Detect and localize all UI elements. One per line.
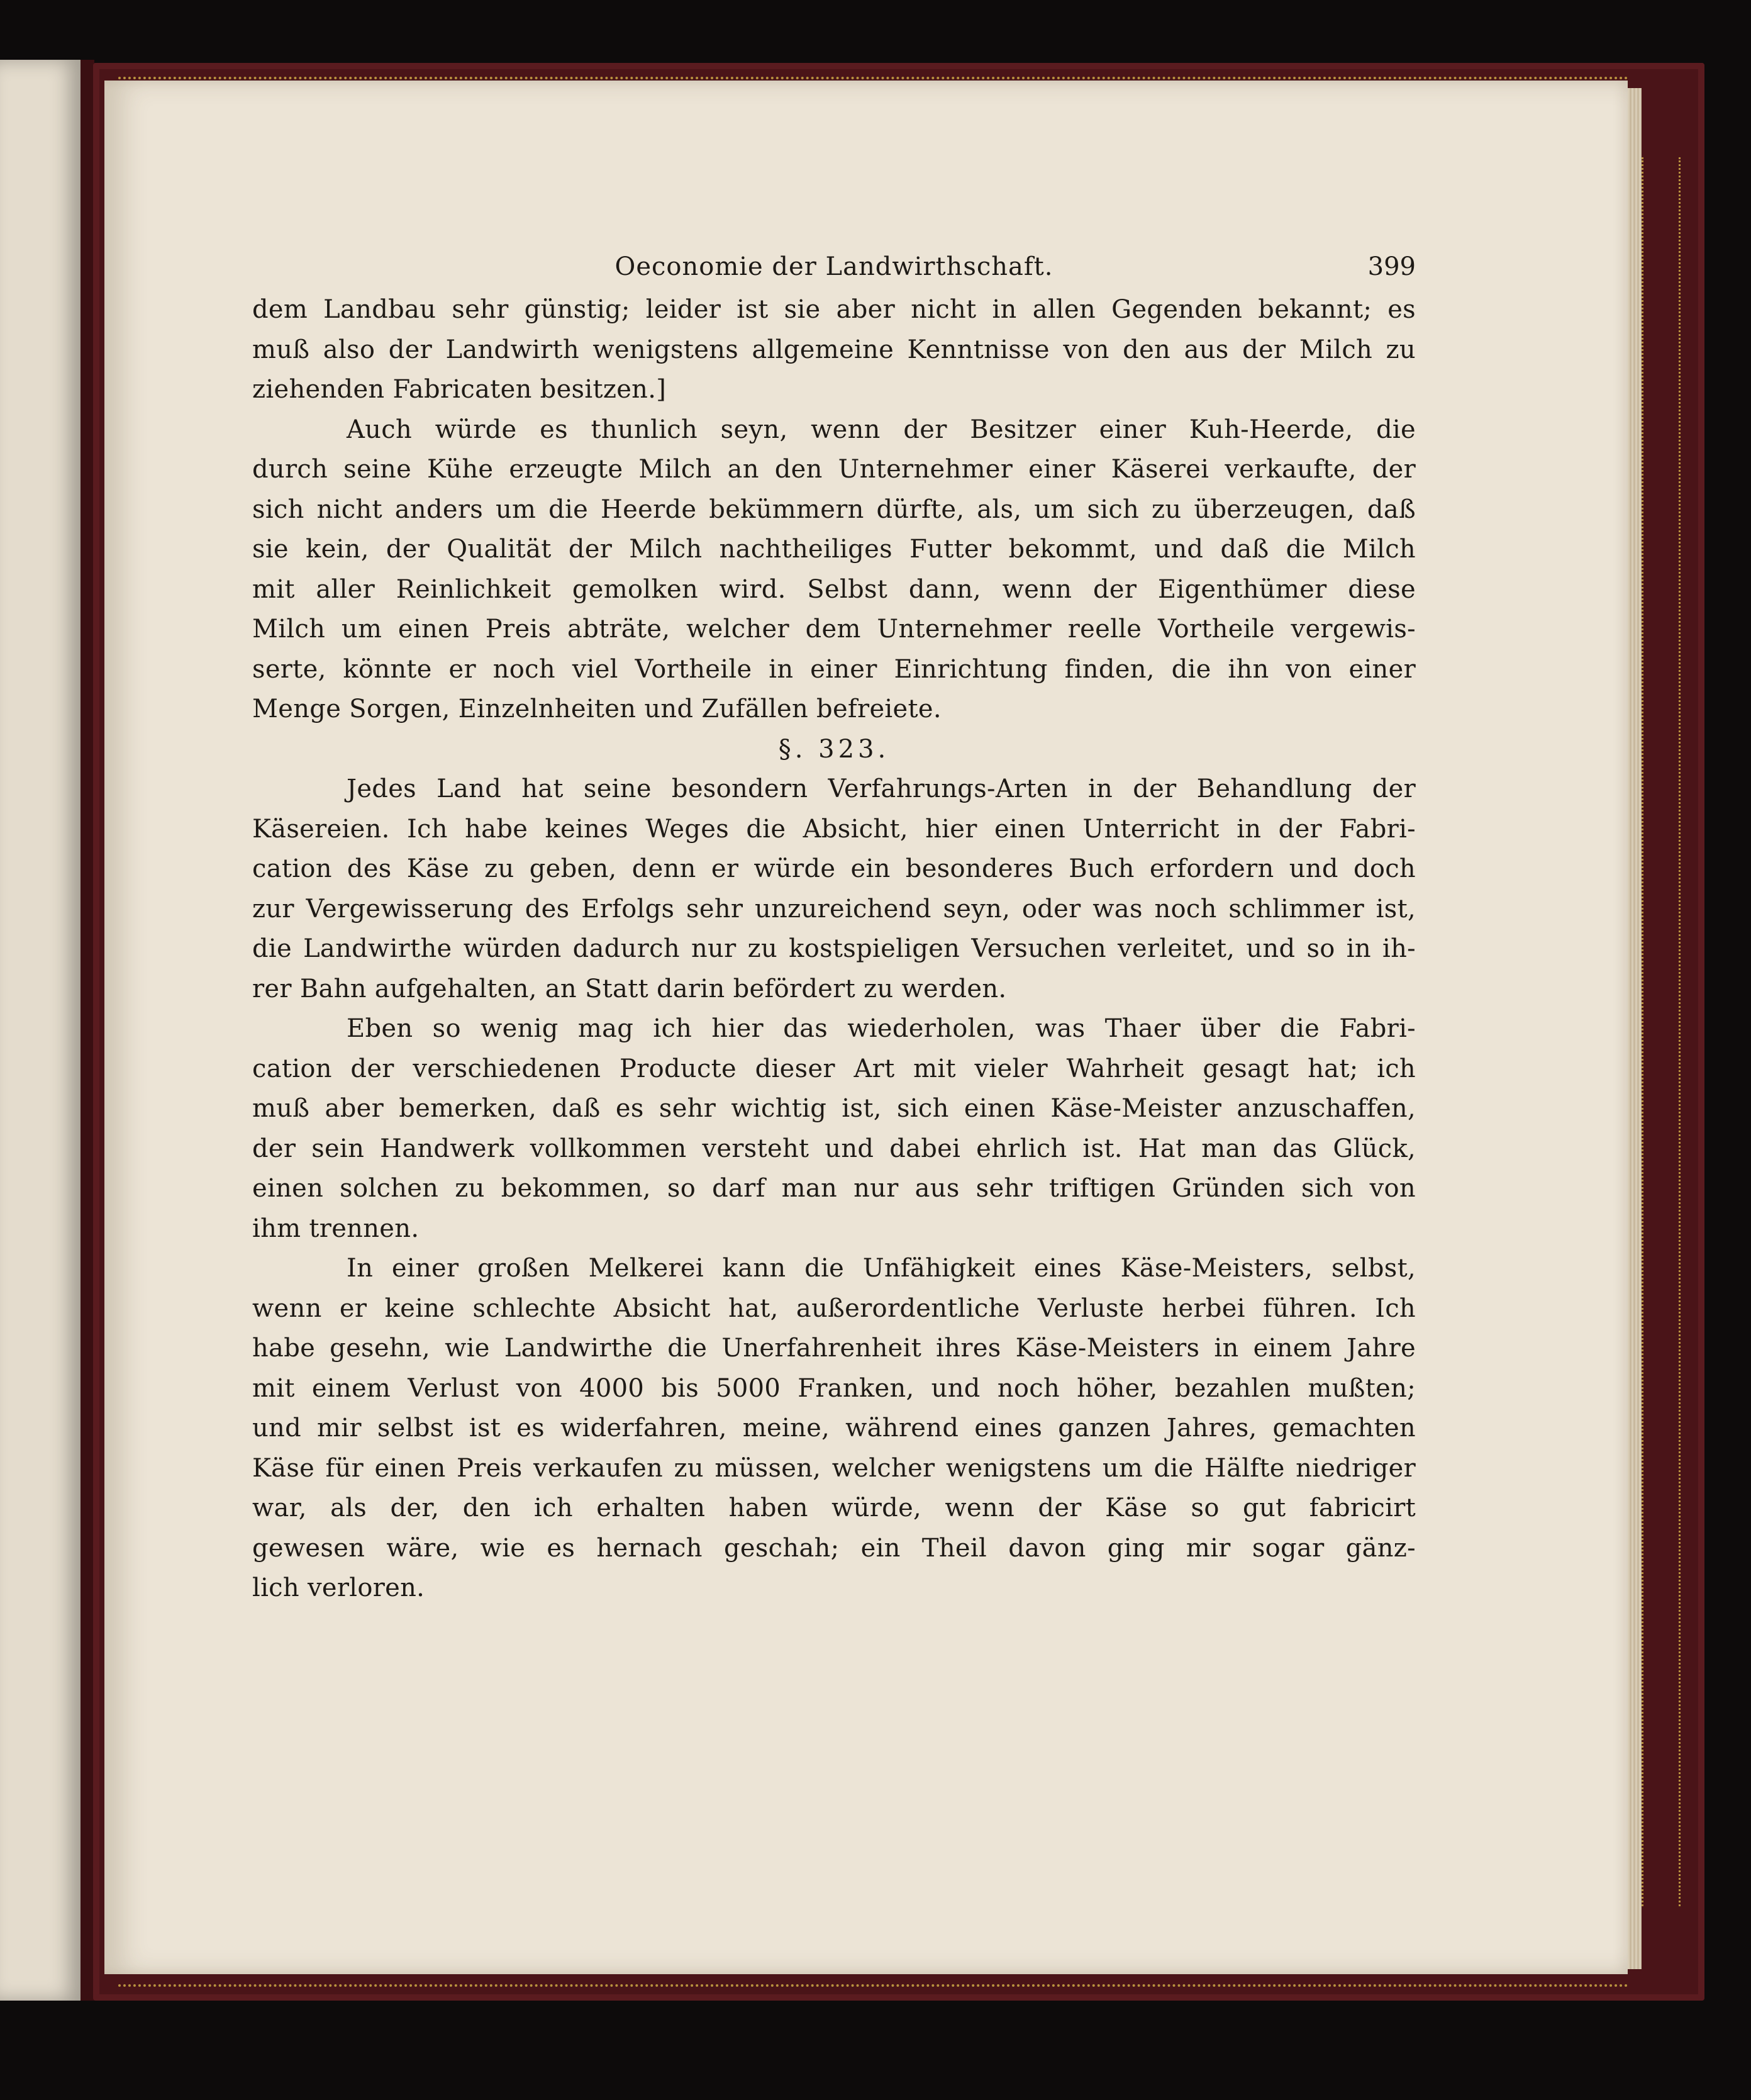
text-line: dem Landbau sehr günstig; leider ist sie aber nicht in allen Gegenden bekannt; es (252, 295, 1416, 324)
page-block-edge (1628, 88, 1642, 1969)
text-line: lich verloren. (252, 1573, 425, 1602)
text-line: die Landwirthe würden dadurch nur zu kostspieligen Versuchen verleitet, und so in ih- (252, 934, 1416, 963)
text-line: wenn er keine schlechte Absicht hat, außerordentliche Verluste herbei führen. Ich (252, 1293, 1416, 1323)
text-line: Jedes Land hat seine besondern Verfahrungs-Arten in der Behandlung der (347, 774, 1416, 803)
text-block (252, 246, 1416, 1609)
text-line: Käse für einen Preis verkaufen zu müssen, welcher wenigstens um die Hälfte niedriger (252, 1453, 1416, 1483)
text-line: einen solchen zu bekommen, so darf man nur aus sehr triftigen Gründen sich von (252, 1174, 1416, 1203)
text-line: Käsereien. Ich habe keines Weges die Absicht, hier einen Unterricht in der Fabri- (252, 814, 1416, 844)
gilt-ornament-bottom (118, 1975, 1629, 1987)
paragraph (252, 1249, 1416, 1609)
text-line: Menge Sorgen, Einzelnheiten und Zufällen befreiete. (252, 695, 942, 723)
paragraph (252, 410, 1416, 730)
paragraph (252, 290, 1416, 410)
text-line: Auch würde es thunlich seyn, wenn der Besitzer einer Kuh-Heerde, die (347, 415, 1416, 444)
text-line: serte, könnte er noch viel Vortheile in einer Einrichtung finden, die ihn von einer (252, 654, 1416, 684)
text-line: und mir selbst ist es widerfahren, meine, während eines ganzen Jahres, gemachten (252, 1414, 1416, 1443)
text-line: Eben so wenig mag ich hier das wiederholen, was Thaer über die Fabri- (347, 1014, 1416, 1043)
text-line: habe gesehn, wie Landwirthe die Unerfahrenheit ihres Käse-Meisters in einem Jahre (252, 1334, 1416, 1363)
text-line: mit aller Reinlichkeit gemolken wird. Selbst dann, wenn der Eigenthümer diese (252, 574, 1416, 604)
text-line: rer Bahn aufgehalten, an Statt darin befördert zu werden. (252, 974, 1007, 1003)
text-line: gewesen wäre, wie es hernach geschah; ein Theil davon ging mir sogar gänz- (252, 1533, 1416, 1563)
book-page (104, 81, 1628, 1974)
text-line: Milch um einen Preis abträte, welcher dem Unternehmer reelle Vortheile vergewis- (252, 615, 1416, 644)
text-line: zur Vergewisserung des Erfolgs sehr unzureichend seyn, oder was noch schlimmer ist, (252, 894, 1416, 924)
binding-strip (81, 60, 94, 2001)
paragraph (252, 1009, 1416, 1249)
text-line: cation des Käse zu geben, denn er würde ein besonderes Buch erfordern und doch (252, 854, 1416, 883)
body-text-before-section (252, 290, 1416, 730)
gilt-ornament-right (1642, 157, 1681, 1906)
text-line: ihm trennen. (252, 1214, 420, 1243)
page-number: 399 (1367, 252, 1416, 281)
text-line: muß also der Landwirth wenigstens allgemeine Kenntnisse von den aus der Milch zu (252, 335, 1416, 364)
text-line: muß aber bemerken, daß es sehr wichtig ist, sich einen Käse-Meister anzuschaffen, (252, 1094, 1416, 1123)
text-line: war, als der, den ich erhalten haben würde, wenn der Käse so gut fabricirt (252, 1494, 1416, 1522)
text-line: der sein Handwerk vollkommen versteht und dabei ehrlich ist. Hat man das Glück, (252, 1134, 1416, 1163)
text-line: sich nicht anders um die Heerde bekümmern dürfte, als, um sich zu überzeugen, daß (252, 494, 1416, 524)
text-line: mit einem Verlust von 4000 bis 5000 Franken, und noch höher, bezahlen mußten; (252, 1373, 1416, 1403)
text-line: durch seine Kühe erzeugte Milch an den Unternehmer einer Käserei verkaufte, der (252, 455, 1416, 484)
paragraph (252, 769, 1416, 1009)
previous-page-edge (0, 60, 84, 2001)
body-text-section (252, 769, 1416, 1609)
text-line: sie kein, der Qualität der Milch nachtheiliges Futter bekommt, und daß die Milch (252, 535, 1416, 564)
section-heading: §. 323. (778, 734, 890, 764)
text-line: In einer großen Melkerei kann die Unfähigkeit eines Käse-Meisters, selbst, (347, 1254, 1416, 1283)
running-head (252, 246, 1416, 290)
text-line: cation der verschiedenen Producte dieser Art mit vieler Wahrheit gesagt hat; ich (252, 1054, 1416, 1083)
text-line: ziehenden Fabricaten besitzen.] (252, 375, 667, 404)
running-title: Oeconomie der Landwirthschaft. (614, 252, 1053, 281)
